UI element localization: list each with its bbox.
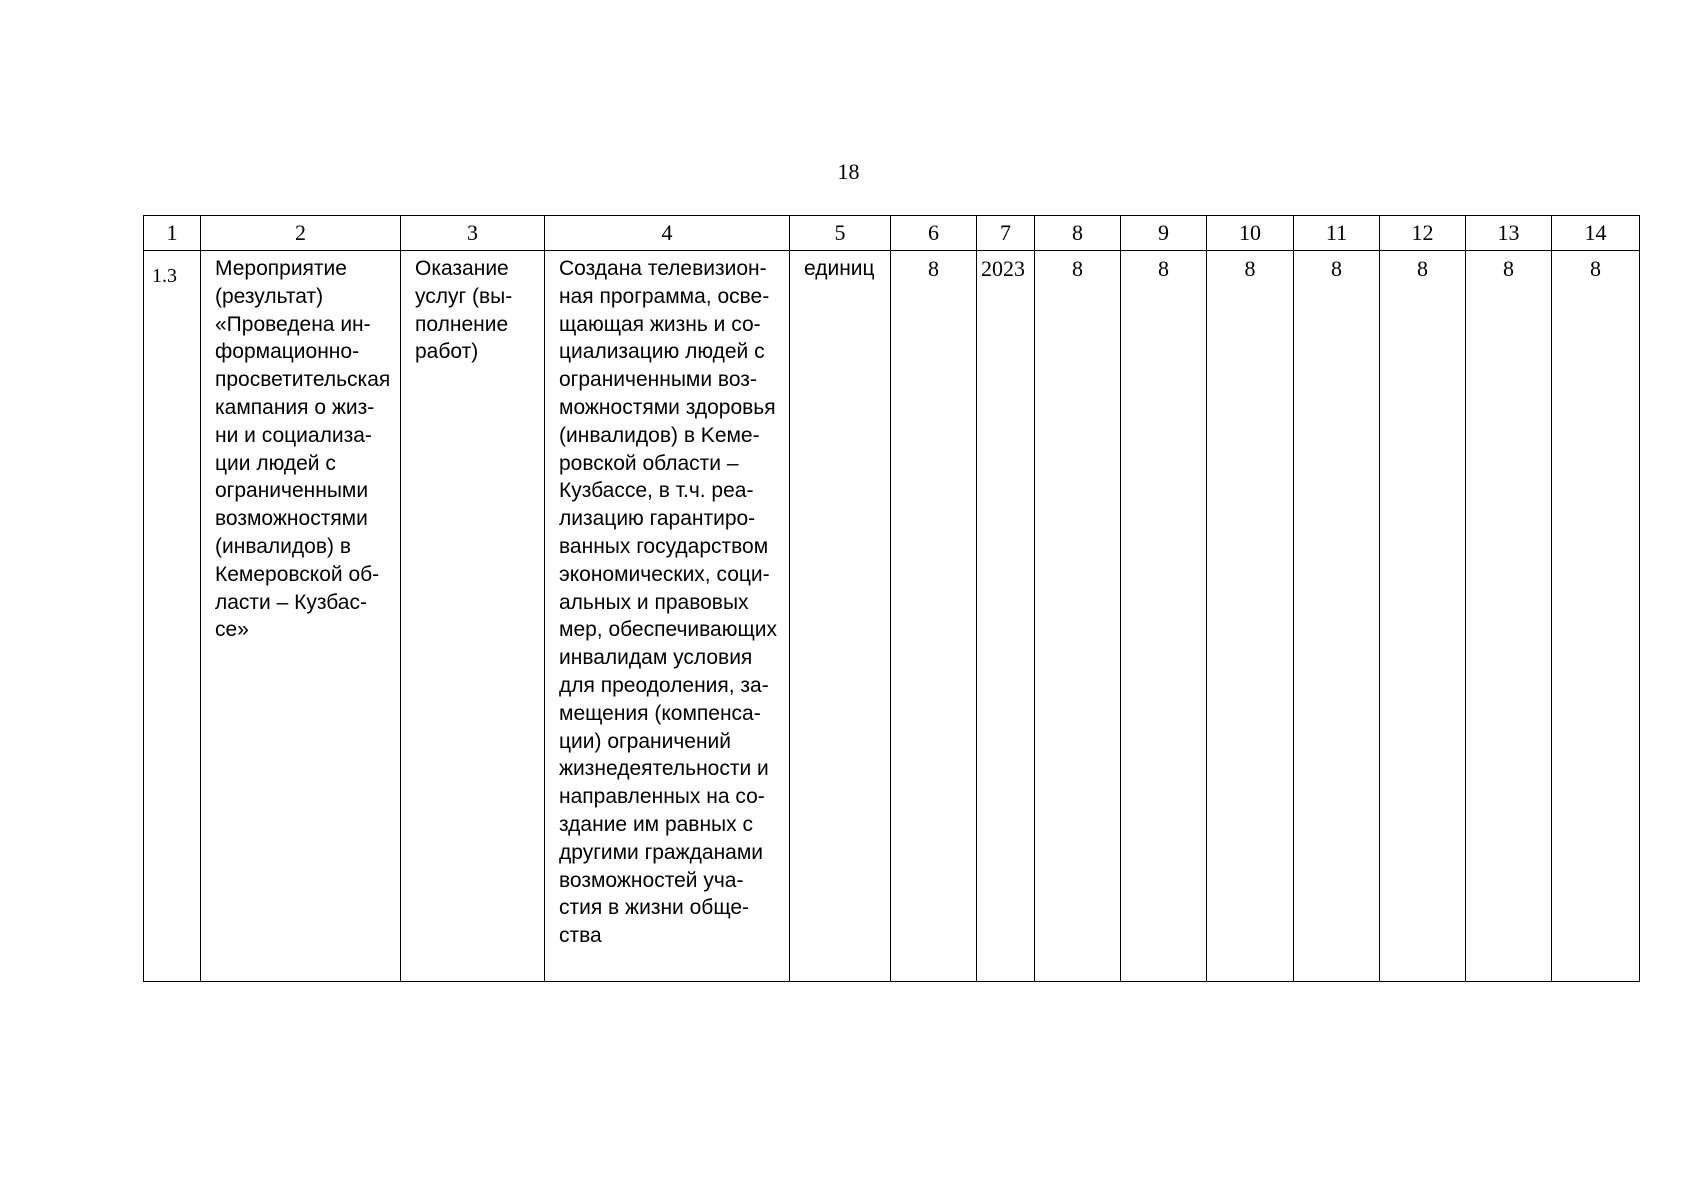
event-name-cell	[201, 251, 401, 982]
event-type-line: услуг (вы-	[415, 284, 513, 308]
event-name-line: Кемеровской об-	[215, 562, 380, 586]
value-cell: 8	[1207, 251, 1294, 982]
description-line: возможностей уча-	[559, 868, 744, 892]
column-number: 5	[790, 216, 891, 251]
base-year-cell: 2023	[977, 251, 1035, 982]
column-number: 11	[1294, 216, 1380, 251]
column-number: 14	[1552, 216, 1640, 251]
event-type-line: работ)	[415, 340, 479, 364]
event-type-line: Оказание	[415, 257, 509, 280]
description-line: ции) ограничений	[559, 729, 732, 753]
unit-cell: единиц	[790, 251, 891, 982]
description-line: инвалидам условия	[559, 646, 753, 670]
description-line: Создана телевизион-	[559, 257, 767, 280]
column-number: 7	[977, 216, 1035, 251]
description-line: лизацию гарантиро-	[559, 507, 756, 531]
description-line: мещения (компенса-	[559, 701, 761, 725]
column-number: 13	[1466, 216, 1552, 251]
column-number: 12	[1380, 216, 1466, 251]
event-name-line: «Проведена ин-	[215, 312, 371, 336]
event-name-line: просветительская	[215, 368, 391, 392]
value-cell: 8	[1380, 251, 1466, 982]
description-line: экономических, соци-	[559, 562, 770, 586]
description-line: направленных на со-	[559, 785, 765, 809]
value-cell: 8	[1035, 251, 1121, 982]
description-line: ная программа, осве-	[559, 284, 770, 308]
column-number: 9	[1121, 216, 1207, 251]
value-cell: 8	[1294, 251, 1380, 982]
description-cell	[545, 251, 790, 982]
event-name-line: ласти – Кузбас-	[215, 590, 367, 614]
column-number: 1	[144, 216, 201, 251]
table-row	[144, 251, 1640, 982]
description-line: для преодоления, за-	[559, 673, 769, 697]
description-line: ровской области –	[559, 451, 739, 475]
description-line: щающая жизнь и со-	[559, 312, 761, 336]
column-number: 2	[201, 216, 401, 251]
description-line: мер, обеспечивающих	[559, 618, 777, 642]
description-line: можностями здоровья	[559, 395, 776, 419]
description-line: жизнедеятельности и	[559, 757, 769, 781]
event-name-line: (инвалидов) в	[215, 534, 351, 558]
column-number: 3	[401, 216, 545, 251]
value-cell: 8	[1552, 251, 1640, 982]
column-number: 10	[1207, 216, 1294, 251]
description-line: здание им равных с	[559, 812, 753, 836]
event-name-line: ции людей с	[215, 451, 336, 475]
column-number: 6	[891, 216, 977, 251]
event-type-cell	[401, 251, 545, 982]
column-number: 8	[1035, 216, 1121, 251]
row-number: 1.3	[144, 251, 201, 982]
description-line: другими гражданами	[559, 840, 764, 864]
description-line: (инвалидов) в Keме-	[559, 423, 760, 447]
base-value-cell: 8	[891, 251, 977, 982]
event-name-line: се»	[215, 618, 249, 642]
event-type-line: полнение	[415, 312, 509, 336]
event-name-line: (результат)	[215, 284, 324, 308]
value-cell: 8	[1466, 251, 1552, 982]
description-line: стия в жизни обще-	[559, 896, 750, 920]
description-line: ства	[559, 924, 602, 948]
event-name-line: Мероприятие	[215, 257, 347, 280]
value-cell: 8	[1121, 251, 1207, 982]
description-line: альных и правовых	[559, 590, 749, 614]
event-name-line: возможностями	[215, 507, 368, 531]
event-name-line: ограниченными	[215, 479, 369, 503]
description-line: ограниченными воз-	[559, 368, 757, 392]
event-name-line: кампания о жиз-	[215, 395, 375, 419]
description-line: Кузбассе, в т.ч. реа-	[559, 479, 754, 503]
page-number: 18	[837, 159, 860, 184]
description-line: ванных государством	[559, 534, 769, 558]
column-number: 4	[545, 216, 790, 251]
event-name-line: формационно-	[215, 340, 360, 364]
description-line: циализацию людей с	[559, 340, 765, 364]
indicators-table	[143, 215, 1640, 982]
event-name-line: ни и социализа-	[215, 423, 372, 447]
column-number-row	[144, 216, 1640, 251]
